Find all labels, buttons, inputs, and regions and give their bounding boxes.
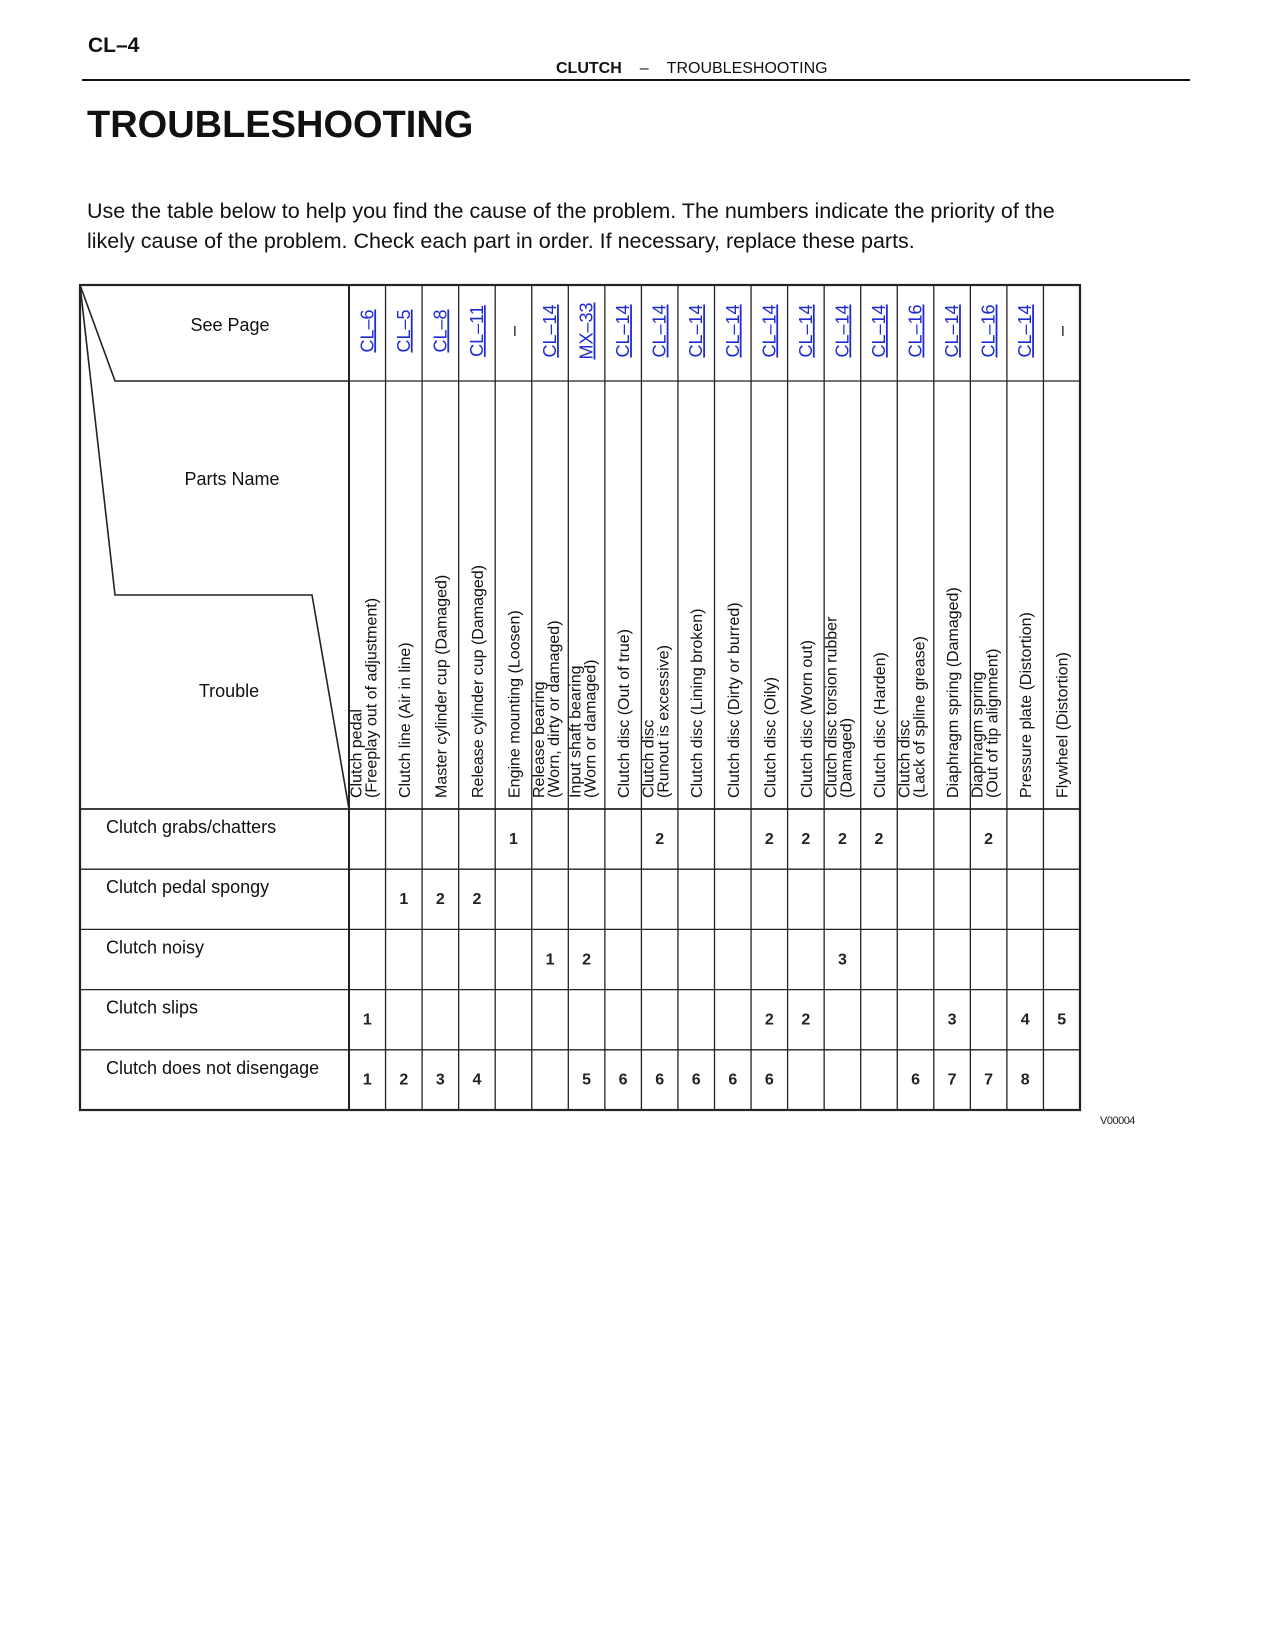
see-page-link: – xyxy=(503,325,524,337)
part-name: Clutch pedal(Freeplay out of adjustment) xyxy=(348,597,381,798)
priority-number: 2 xyxy=(874,830,884,848)
page-title: TROUBLESHOOTING xyxy=(87,104,474,146)
see-page-label: See Page xyxy=(190,315,270,335)
part-name: Clutch disc (Oily) xyxy=(762,677,780,798)
priority-number: 2 xyxy=(435,891,445,909)
see-page-link: – xyxy=(1051,325,1072,337)
part-name: Clutch disc (Harden) xyxy=(871,652,889,798)
intro-paragraph: Use the table below to help you find the cause of the problem. The numbers indicate the priority of the likely cause of the problem. Check each part in order. If necessary, replace these parts. xyxy=(87,199,1055,253)
part-name: Master cylinder cup (Damaged) xyxy=(433,574,451,798)
priority-number: 2 xyxy=(984,830,994,848)
see-page-link[interactable]: CL–8 xyxy=(430,309,451,353)
part-name: Pressure plate (Distortion) xyxy=(1018,612,1036,798)
parts-name-label: Parts Name xyxy=(184,469,280,489)
priority-number: 2 xyxy=(801,830,811,848)
priority-number: 2 xyxy=(764,830,774,848)
priority-number: 2 xyxy=(582,951,592,969)
priority-number: 1 xyxy=(509,830,518,848)
see-page-link[interactable]: CL–14 xyxy=(722,304,743,358)
see-page-link[interactable]: CL–14 xyxy=(868,304,889,358)
see-page-link[interactable]: CL–14 xyxy=(649,304,670,358)
part-name: Diaphragm spring(Out of tip alignment) xyxy=(969,648,1002,798)
priority-number: 5 xyxy=(1057,1011,1067,1029)
subsection-title: TROUBLESHOOTING xyxy=(666,60,828,77)
priority-number: 7 xyxy=(947,1071,957,1089)
see-page-link[interactable]: CL–16 xyxy=(905,304,926,358)
part-name: Clutch line (Air in line) xyxy=(396,642,414,798)
priority-number: 2 xyxy=(837,830,847,848)
part-name: Clutch disc(Lack of spline grease) xyxy=(896,636,929,798)
trouble-label: Clutch pedal spongy xyxy=(106,877,270,898)
see-page-link[interactable]: CL–14 xyxy=(540,304,561,358)
priority-number: 6 xyxy=(728,1071,738,1089)
priority-number: 6 xyxy=(911,1071,920,1089)
part-name: Input shaft bearing(Worn or damaged) xyxy=(567,659,600,798)
see-page-link[interactable]: CL–16 xyxy=(978,304,999,358)
see-page-link[interactable]: CL–14 xyxy=(832,304,853,358)
priority-number: 3 xyxy=(947,1011,957,1029)
priority-number: 6 xyxy=(764,1071,774,1089)
priority-number: 4 xyxy=(472,1071,482,1089)
table-columns xyxy=(348,302,1071,798)
priority-number: 4 xyxy=(1020,1011,1030,1029)
part-name: Release cylinder cup (Damaged) xyxy=(469,565,487,798)
priority-number: 2 xyxy=(764,1011,774,1029)
priority-number: 1 xyxy=(399,891,409,909)
priority-number: 5 xyxy=(582,1071,592,1089)
priority-number: 6 xyxy=(655,1071,665,1089)
part-name: Clutch disc (Lining broken) xyxy=(689,608,707,798)
part-name: Release bearing(Worn, dirty or damaged) xyxy=(531,620,564,798)
part-name: Clutch disc (Out of true) xyxy=(616,629,634,798)
see-page-link[interactable]: CL–14 xyxy=(686,304,707,358)
priority-number: 3 xyxy=(837,951,847,969)
priority-number: 2 xyxy=(801,1011,811,1029)
see-page-link[interactable]: CL–6 xyxy=(357,309,378,353)
see-page-link[interactable]: CL–14 xyxy=(759,304,780,358)
see-page-link[interactable]: CL–11 xyxy=(466,305,487,357)
trouble-label: Clutch grabs/chatters xyxy=(106,817,277,837)
part-name: Clutch disc (Worn out) xyxy=(798,640,816,798)
priority-number: 1 xyxy=(362,1011,372,1029)
priority-number: 8 xyxy=(1020,1071,1030,1089)
priority-number: 2 xyxy=(655,830,665,848)
priority-number: 6 xyxy=(691,1071,701,1089)
header-separator: – xyxy=(639,60,649,77)
priority-number: 1 xyxy=(362,1071,372,1089)
table-rows xyxy=(106,817,1066,1089)
see-page-link[interactable]: CL–5 xyxy=(393,309,414,353)
see-page-link[interactable]: CL–14 xyxy=(1015,304,1036,358)
see-page-link[interactable]: CL–14 xyxy=(613,304,634,358)
section-title: CLUTCH xyxy=(556,60,622,77)
see-page-link[interactable]: MX–33 xyxy=(576,302,597,360)
part-name: Diaphragm spring (Damaged) xyxy=(945,587,963,798)
priority-number: 2 xyxy=(399,1071,409,1089)
page-number: CL–4 xyxy=(88,34,140,57)
trouble-label: Clutch slips xyxy=(106,997,199,1018)
see-page-link[interactable]: CL–14 xyxy=(795,304,816,358)
part-name: Clutch disc(Runout is excessive) xyxy=(640,645,673,798)
priority-number: 7 xyxy=(984,1071,994,1089)
figure-code: V00004 xyxy=(1100,1115,1135,1127)
priority-number: 3 xyxy=(435,1071,445,1089)
parts-trouble-diagonal xyxy=(80,285,349,809)
priority-number: 6 xyxy=(618,1071,628,1089)
part-name: Engine mounting (Loosen) xyxy=(506,610,524,798)
part-name: Flywheel (Distortion) xyxy=(1054,652,1072,798)
trouble-label: Clutch does not disengage xyxy=(106,1057,320,1078)
priority-number: 2 xyxy=(472,891,482,909)
trouble-label: Trouble xyxy=(198,681,260,701)
trouble-label: Clutch noisy xyxy=(106,937,205,958)
part-name: Clutch disc torsion rubber(Damaged) xyxy=(823,616,856,798)
part-name: Clutch disc (Dirty or burred) xyxy=(725,602,743,798)
priority-number: 1 xyxy=(545,951,555,969)
see-page-link[interactable]: CL–14 xyxy=(942,304,963,358)
